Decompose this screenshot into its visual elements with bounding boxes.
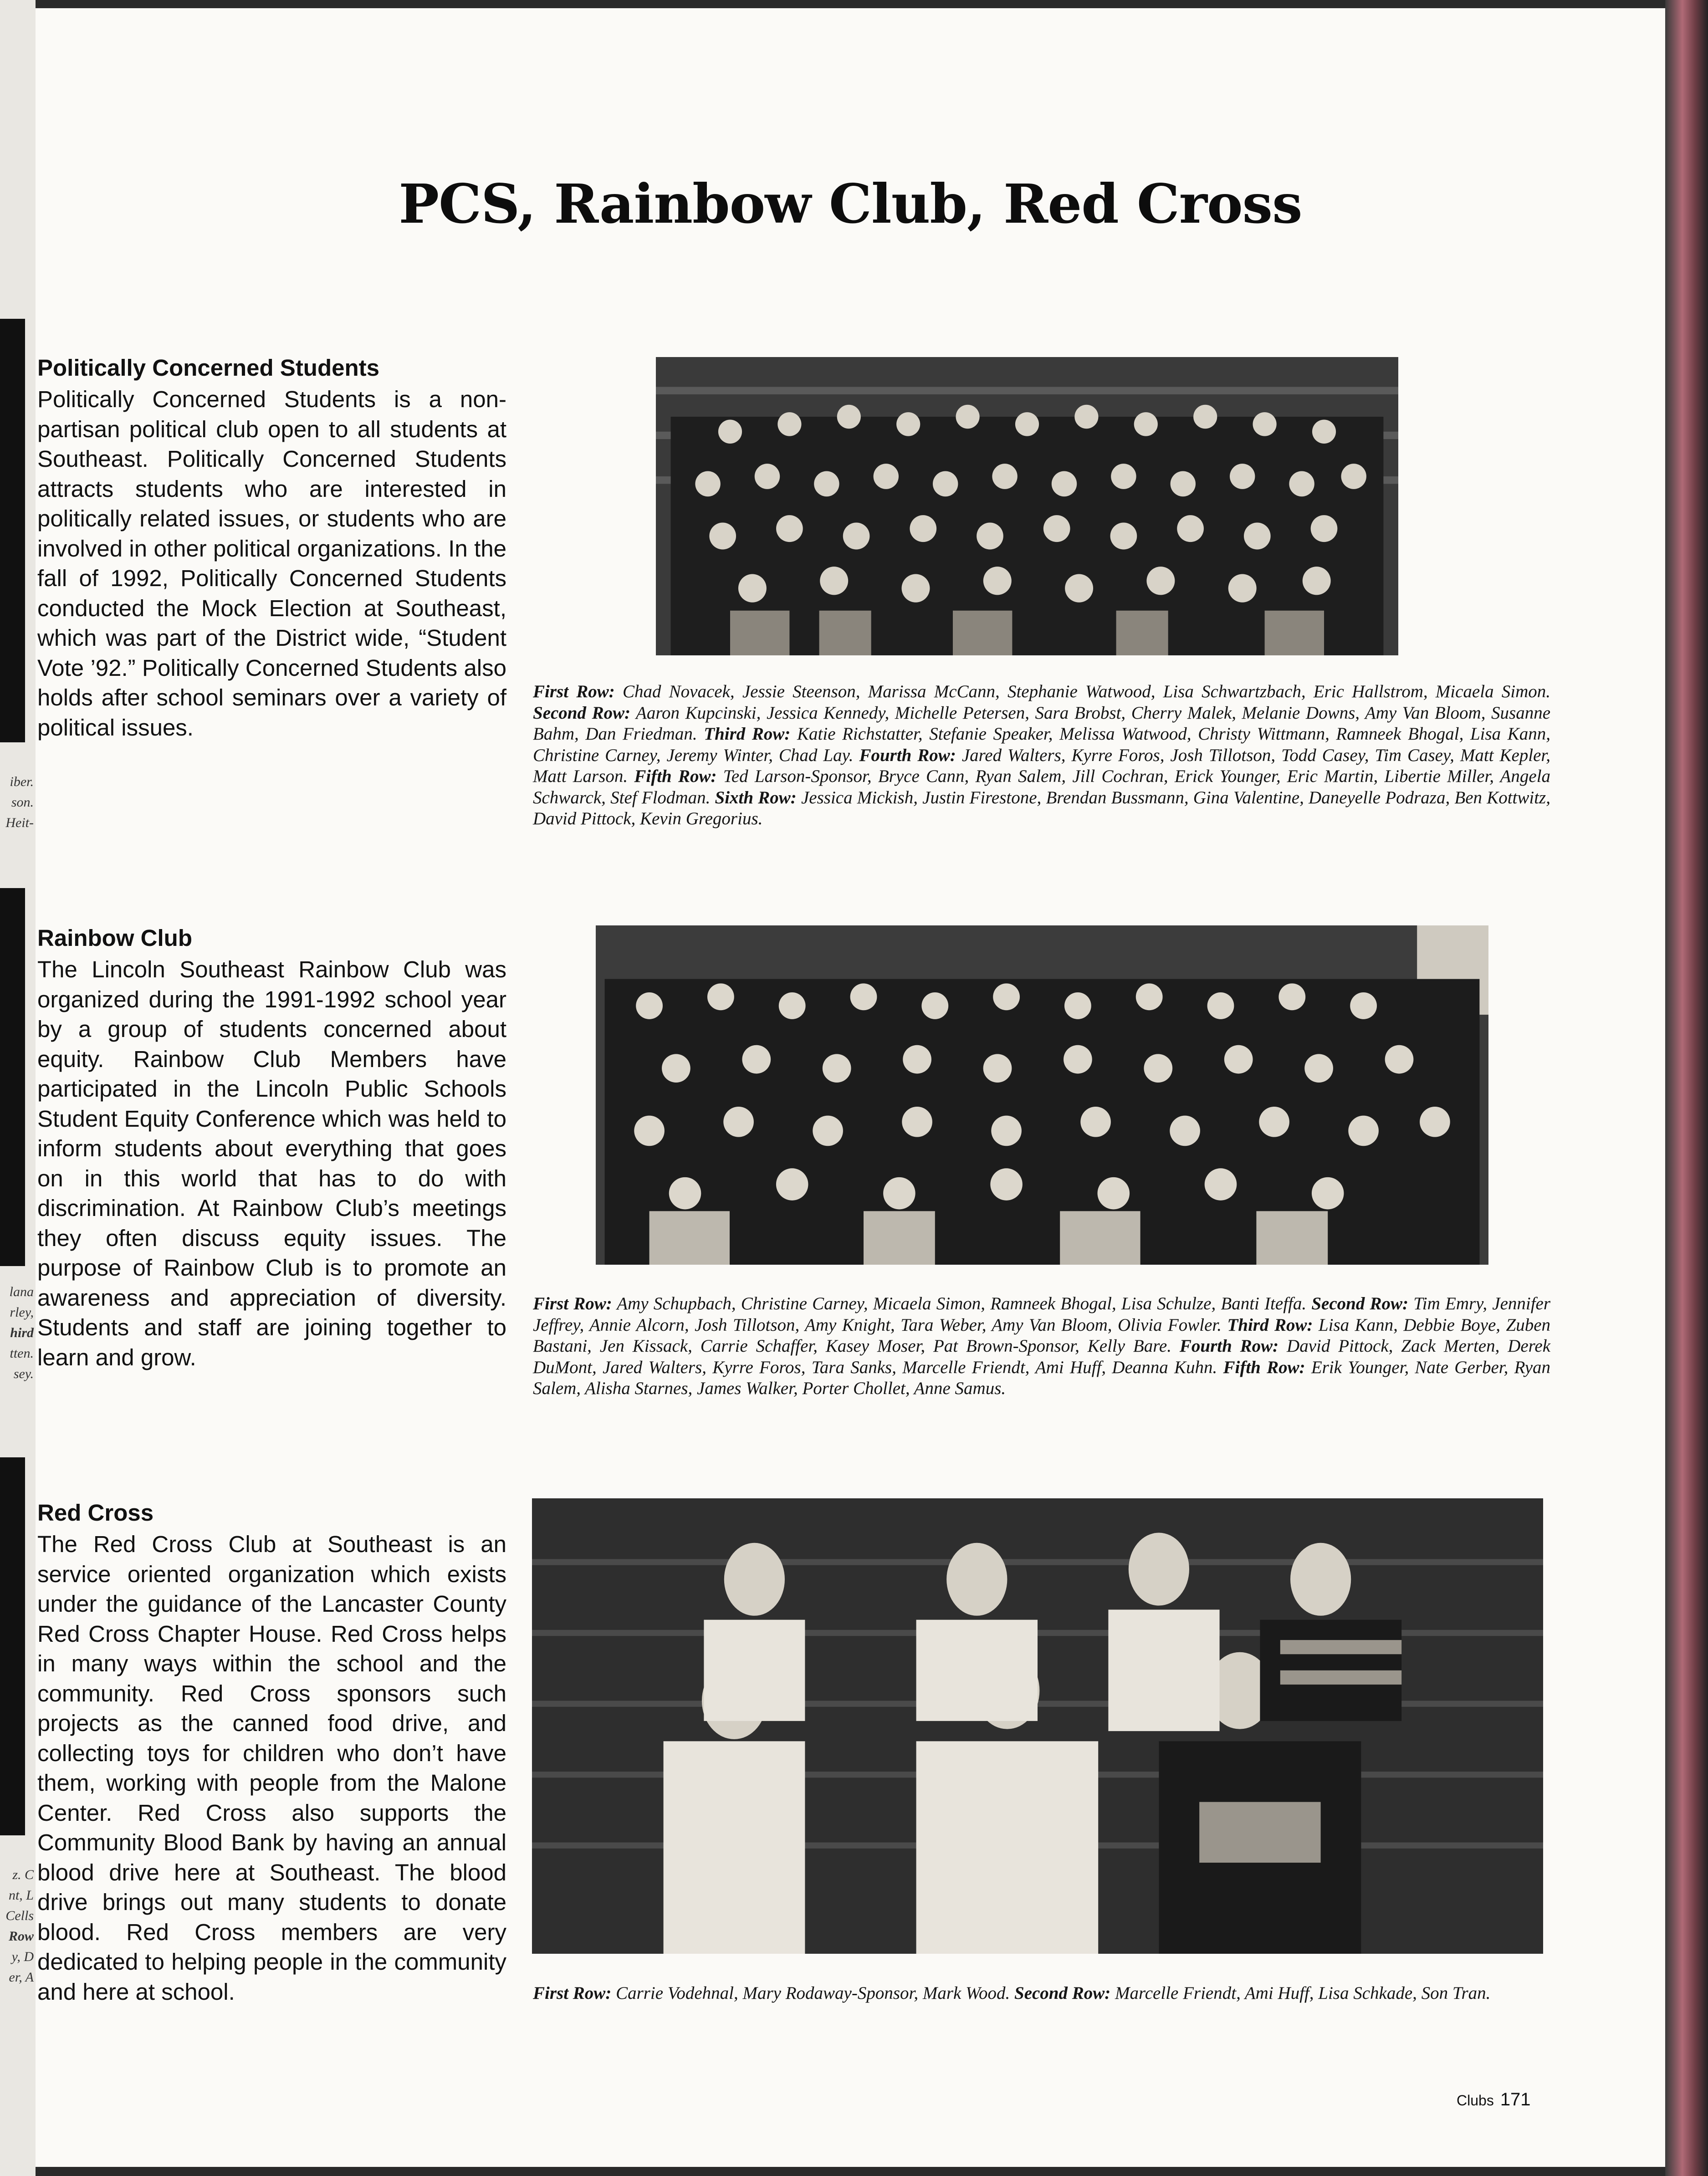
redcross-body: The Red Cross Club at Southeast is an service oriented organization which exists under the guidance of the Lancaster County Red Cross Chapter House. Red Cross helps in many ways within the school and the community. Red Cross sponsors such projects as the canned food drive, and collecting toys for children who don’t have them, working with people from the Malone Center. Red Cross also supports the Community Blood Bank by having an annual blood drive here at Southeast. The blood drive brings out many students to donate blood. Red Cross members are very dedicated to helping people in the community and here at school.	[37, 1531, 506, 2005]
caption-row-label: Fourth Row:	[1179, 1336, 1279, 1356]
edge-fragment: z. C	[12, 1867, 34, 1882]
edge-fragment: hird	[10, 1325, 34, 1340]
edge-fragment: er, A	[9, 1970, 34, 1985]
edge-fragment: y, D	[11, 1949, 34, 1964]
pcs-heading: Politically Concerned Students	[37, 355, 379, 381]
redcross-group-photo	[532, 1498, 1543, 1954]
book-spine	[0, 0, 36, 2176]
folio-label: Clubs	[1457, 2092, 1494, 2109]
redcross-heading: Red Cross	[37, 1500, 154, 1526]
caption-names: Ted Larson-Sponsor, Bryce Cann, Ryan Salem, Jill Cochran, Erick Younger, Eric Martin, Libertie Miller, Angela Schwarck, Stef Flodman.	[533, 766, 1551, 807]
spine-photo-edge	[0, 319, 25, 742]
caption-names: Carrie Vodehnal, Mary Rodaway-Sponsor, Mark Wood.	[616, 1983, 1010, 2003]
caption-row-label: First Row:	[533, 1294, 612, 1313]
caption-row-label: First Row:	[533, 682, 615, 701]
group-photo-image	[596, 925, 1488, 1265]
pcs-section	[37, 354, 506, 742]
redcross-caption	[533, 1983, 1550, 2004]
caption-names: Lisa Kann, Debbie Boye, Zuben Bastani, Jen Kissack, Carrie Schaffer, Kasey Moser, Pat Brown-Sponsor, Kelly Bare.	[533, 1315, 1551, 1356]
caption-names: Erik Younger, Nate Gerber, Ryan Salem, Alisha Starnes, James Walker, Porter Chollet, Anne Samus.	[533, 1357, 1551, 1398]
caption-names: Jared Walters, Kyrre Foros, Josh Tillotson, Todd Casey, Tim Casey, Matt Kepler, Matt Larson.	[533, 745, 1551, 786]
caption-row-label: Sixth Row:	[715, 787, 797, 807]
caption-row-label: Fifth Row:	[1223, 1357, 1305, 1377]
caption-names: David Pittock, Zack Merten, Derek DuMont, Jared Walters, Kyrre Foros, Tara Sanks, Marcelle Friendt, Ami Huff, Deanna Kuhn.	[533, 1336, 1551, 1377]
caption-row-label: First Row:	[533, 1983, 612, 2003]
yearbook-page	[36, 8, 1665, 2167]
spine-photo-edge	[0, 1457, 25, 1835]
pcs-group-photo	[656, 357, 1398, 655]
group-photo-image	[656, 357, 1398, 655]
edge-fragment: sey.	[13, 1366, 34, 1381]
rainbow-section	[37, 925, 506, 1372]
rainbow-heading: Rainbow Club	[37, 925, 192, 951]
caption-row-label: Third Row:	[1227, 1315, 1313, 1335]
caption-names: Katie Richstatter, Stefanie Speaker, Melissa Watwood, Christy Wittmann, Ramneek Bhogal, Lisa Kann, Christine Carney, Jeremy Winter, Chad Lay.	[533, 724, 1551, 765]
caption-row-label: Second Row:	[533, 703, 631, 723]
caption-row-label: Fifth Row:	[634, 766, 717, 786]
caption-names: Tim Emry, Jennifer Jeffrey, Annie Alcorn, Josh Tillotson, Amy Knight, Tara Weber, Amy Van Bloom, Olivia Fowler.	[533, 1294, 1551, 1335]
redcross-section	[37, 1499, 506, 2007]
edge-fragment: Cells	[5, 1908, 34, 1923]
rainbow-group-photo	[596, 925, 1488, 1265]
caption-names: Marcelle Friendt, Ami Huff, Lisa Schkade, Son Tran.	[1115, 1983, 1491, 2003]
caption-row-label: Third Row:	[704, 724, 791, 744]
edge-fragment: nt, L	[8, 1888, 34, 1903]
edge-fragment: tten.	[10, 1346, 34, 1361]
edge-fragment: Heit-	[5, 815, 34, 830]
edge-fragment: rley,	[10, 1305, 34, 1320]
caption-row-label: Fourth Row:	[859, 745, 956, 765]
edge-fragment: son.	[11, 795, 34, 810]
edge-fragment: Row	[8, 1929, 34, 1944]
page-folio	[1457, 2089, 1531, 2110]
spine-photo-edge	[0, 888, 25, 1266]
rainbow-body: The Lincoln Southeast Rainbow Club was organized during the 1991-1992 school year by a group of students concerned about equity. Rainbow Club Members have participated in the Lincoln Public Schools Student Equity Conference which was held to inform students about everything that goes on in this world that has to do with discrimination. At Rainbow Club’s meetings they often discuss equity issues. The purpose of Rainbow Club is to promote an awareness and appreciation of diversity. Students and staff are joining together to learn and grow.	[37, 956, 506, 1370]
page-title: PCS, Rainbow Club, Red Cross	[399, 172, 1302, 235]
caption-names: Aaron Kupcinski, Jessica Kennedy, Michelle Petersen, Sara Brobst, Cherry Malek, Melanie Downs, Amy Van Bloom, Susanne Bahm, Dan Friedman.	[533, 703, 1551, 744]
caption-names: Amy Schupbach, Christine Carney, Micaela Simon, Ramneek Bhogal, Lisa Schulze, Banti Iteffa.	[617, 1294, 1307, 1313]
caption-names: Jessica Mickish, Justin Firestone, Brendan Bussmann, Gina Valentine, Daneyelle Podraza, Ben Kottwitz, David Pittock, Kevin Gregorius.	[533, 787, 1550, 828]
edge-fragment: iber.	[10, 774, 34, 789]
caption-names: Chad Novacek, Jessie Steenson, Marissa McCann, Stephanie Watwood, Lisa Schwartzbach, Eric Hallstrom, Micaela Simon.	[622, 682, 1551, 701]
edge-fragment: lana	[9, 1284, 34, 1299]
pcs-caption	[533, 681, 1550, 830]
caption-row-label: Second Row:	[1311, 1294, 1409, 1313]
page-number: 171	[1500, 2089, 1531, 2110]
rainbow-caption	[533, 1293, 1550, 1400]
group-photo-image	[532, 1498, 1543, 1954]
pcs-body: Politically Concerned Students is a non-partisan political club open to all students at Southeast. Politically Concerned Students attracts students who are interested in politically related issues, or students who are involved in other political organizations. In the fall of 1992, Politically Concerned Students conducted the Mock Election at Southeast, which was part of the District wide, “Student Vote ’92.” Politically Concerned Students also holds after school seminars over a variety of political issues.	[37, 386, 506, 741]
page-edge	[1665, 0, 1708, 2176]
caption-row-label: Second Row:	[1014, 1983, 1111, 2003]
